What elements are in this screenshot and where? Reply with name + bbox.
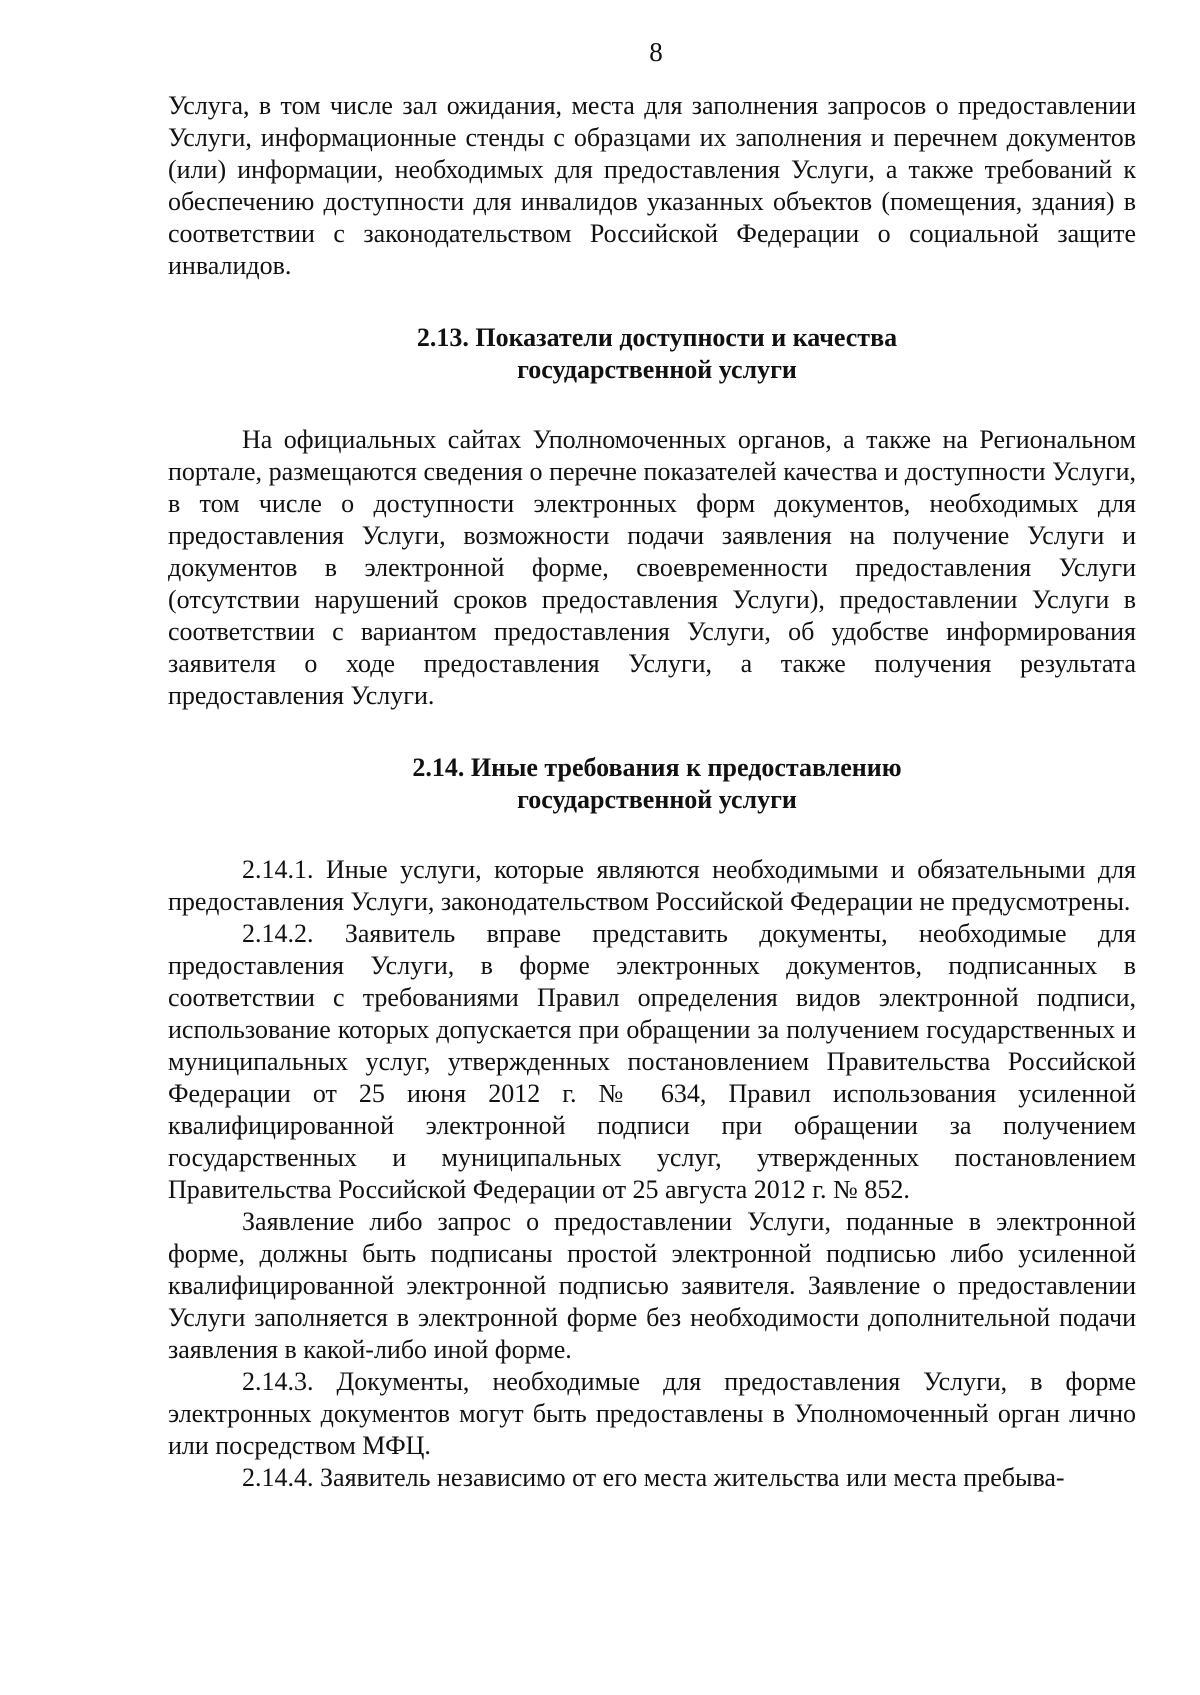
intro-paragraph: Услуга, в том числе зал ожидания, места для заполнения запросов о предоставлении Услуги, информационные стенды с образцами их заполнения и перечнем документов (или) информации, необходимых для предоставления Услуги, а также требований к обеспечению доступности для инвалидов указанных объектов (помещения, здания) в соответствии с законодательством Российской Федерации о социальной защите инвалидов. xyxy=(168,91,1136,280)
section-heading-2-14-line1: 2.14. Иные требования к предоставлению xyxy=(412,753,902,782)
paragraph-2-14-4: 2.14.4. Заявитель независимо от его места жительства или места пребыва- xyxy=(242,1463,1065,1492)
paragraph-application-signature: Заявление либо запрос о предоставлении Услуги, поданные в электронной форме, должны быть подписаны простой электронной подписью либо усиленной квалифицированной электронной подписью заявителя. Заявление о предоставлении Услуги заполняется в электронной форме без необходимости дополнительной подачи заявления в какой-либо иной форме. xyxy=(168,1207,1136,1364)
section-heading-2-14-line2: государственной услуги xyxy=(517,785,797,814)
document-page xyxy=(168,34,1136,1494)
paragraph-2-14-2: 2.14.2. Заявитель вправе представить документы, необходимые для предоставления Услуги, в форме электронных документов, подписанных в соответствии с требованиями Правил определения видов электронной подписи, использование которых допускается при обращении за получением государственных и муниципальных услуг, утвержденных постановлением Правительства Российской Федерации от 25 июня 2012 г. № 634, Правил использования усиленной квалифицированной электронной подписи при обращении за получением государственных и муниципальных услуг, утвержденных постановлением Правительства Российской Федерации от 25 августа 2012 г. № 852. xyxy=(168,919,1136,1204)
paragraph-2-14-3: 2.14.3. Документы, необходимые для предоставления Услуги, в форме электронных документов могут быть предоставлены в Уполномоченный орган лично или посредством МФЦ. xyxy=(168,1367,1136,1460)
page-number: 8 xyxy=(649,37,663,67)
section-2-13-paragraph: На официальных сайтах Уполномоченных органов, а также на Региональном портале, размещаются сведения о перечне показателей качества и доступности Услуги, в том числе о доступности электронных форм документов, необходимых для предоставления Услуги, возможности подачи заявления на получение Услуги и документов в электронной форме, своевременности предоставления Услуги (отсутствии нарушений сроков предоставления Услуги), предоставлении Услуги в соответствии с вариантом предоставления Услуги, об удобстве информирования заявителя о ходе предоставления Услуги, а также получения результата предоставления Услуги. xyxy=(168,425,1136,710)
paragraph-2-14-1: 2.14.1. Иные услуги, которые являются необходимыми и обязательными для предоставления Услуги, законодательством Российской Федерации не предусмотрены. xyxy=(168,855,1136,916)
section-heading-2-14 xyxy=(168,752,1136,816)
section-heading-2-13-line1: 2.13. Показатели доступности и качества xyxy=(416,323,898,352)
section-heading-2-13 xyxy=(168,322,1136,386)
section-heading-2-13-line2: государственной услуги xyxy=(517,355,797,384)
